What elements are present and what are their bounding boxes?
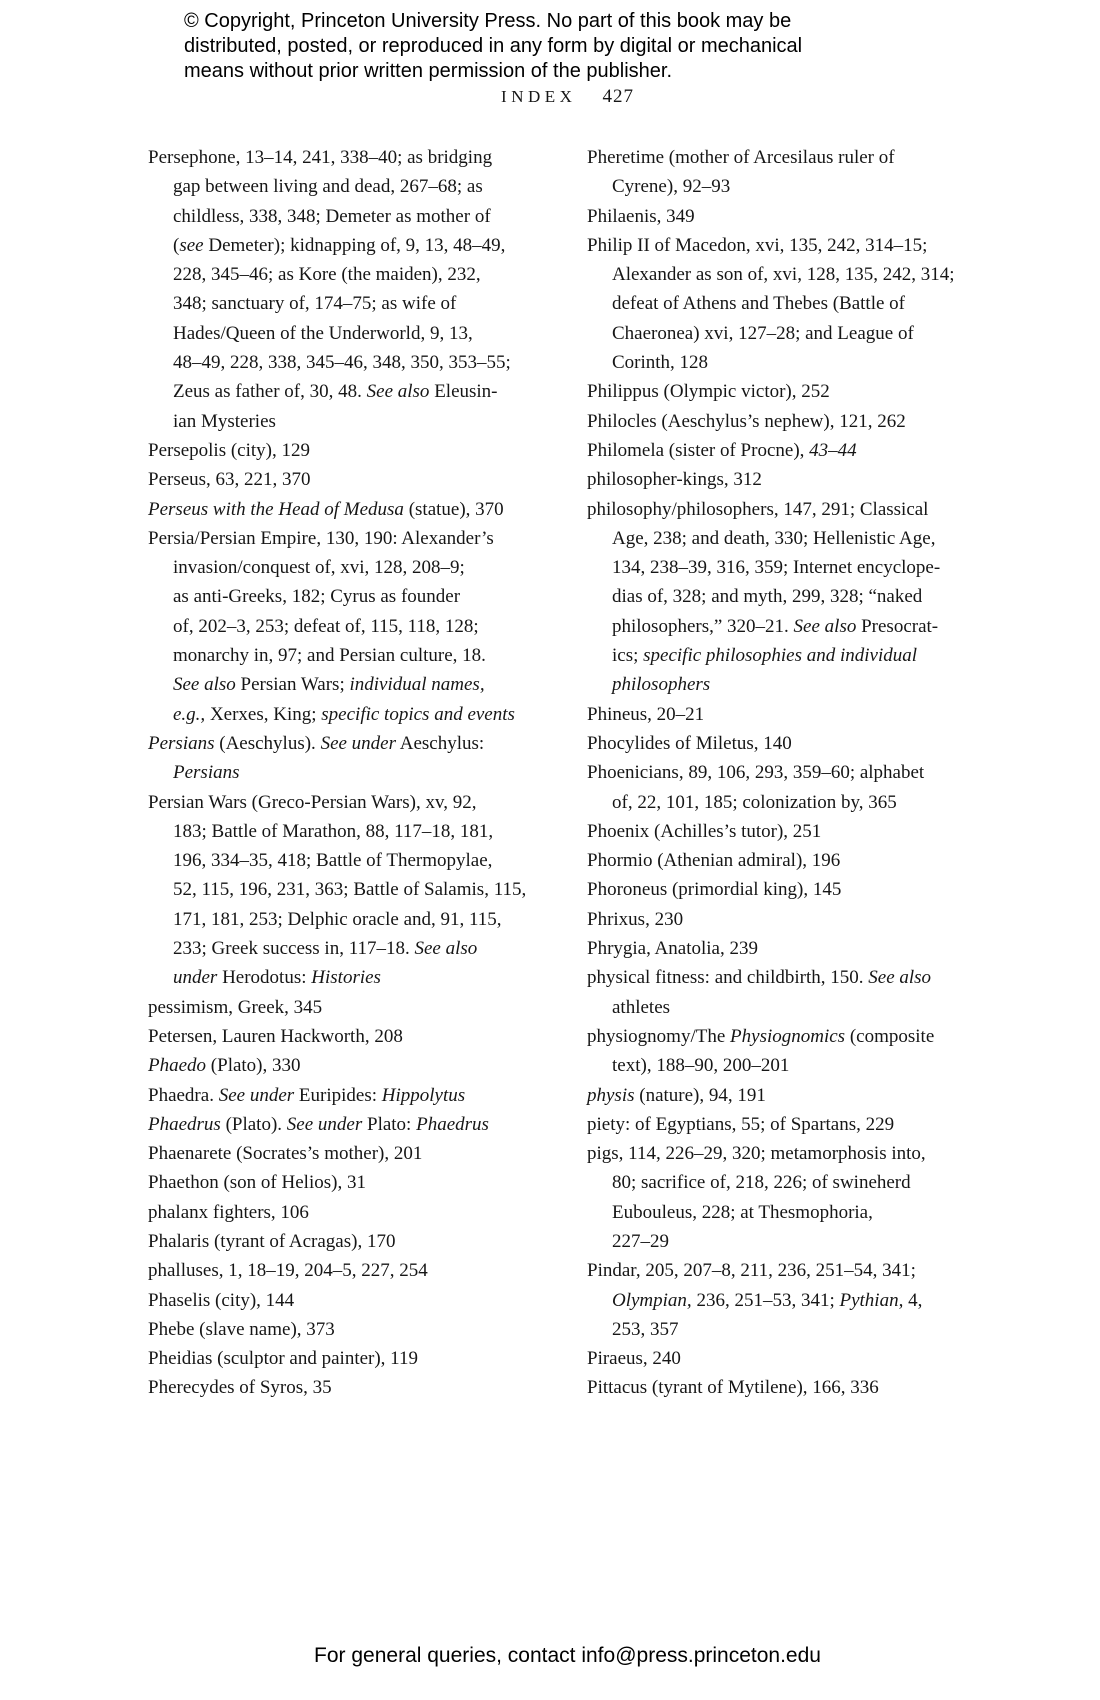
index-entry: [587, 1344, 987, 1373]
index-line: Perseus with the Head of Medusa (statue), 370: [148, 498, 504, 520]
copyright-line: means without prior written permission of the publisher.: [184, 60, 673, 82]
index-entry: [148, 465, 548, 494]
index-entry: [148, 1168, 548, 1197]
index-line: Persians (Aeschylus). See under Aeschylus:: [148, 732, 485, 754]
index-entry: [148, 1110, 548, 1139]
index-line: 196, 334–35, 418; Battle of Thermopylae,: [173, 850, 493, 872]
index-line: Piraeus, 240: [587, 1348, 681, 1370]
index-line: pessimism, Greek, 345: [148, 996, 323, 1018]
index-line: athletes: [612, 996, 671, 1018]
index-entry: [587, 905, 987, 934]
index-line: physis (nature), 94, 191: [587, 1084, 766, 1106]
index-entry: [587, 231, 987, 377]
index-entry: [587, 1256, 987, 1344]
index-line: pigs, 114, 226–29, 320; metamorphosis into,: [587, 1143, 926, 1165]
index-line: of, 202–3, 253; defeat of, 115, 118, 128;: [173, 615, 479, 637]
index-line: Phormio (Athenian admiral), 196: [587, 850, 841, 872]
index-line: of, 22, 101, 185; colonization by, 365: [612, 791, 897, 813]
index-line: childless, 338, 348; Demeter as mother of: [173, 205, 491, 227]
index-line: monarchy in, 97; and Persian culture, 18.: [173, 645, 486, 667]
index-entry: [587, 465, 987, 494]
index-line: Pherecydes of Syros, 35: [148, 1377, 332, 1399]
index-entry: [148, 1081, 548, 1110]
index-line: phalanx fighters, 106: [148, 1201, 309, 1223]
index-line: Persians: [173, 762, 240, 784]
index-entry: [148, 1373, 548, 1402]
index-line: Persepolis (city), 129: [148, 439, 311, 461]
index-line: 348; sanctuary of, 174–75; as wife of: [173, 293, 457, 315]
index-line: Perseus, 63, 221, 370: [148, 469, 311, 491]
index-line: Phoenix (Achilles’s tutor), 251: [587, 820, 822, 842]
index-line: Phrixus, 230: [587, 908, 684, 930]
index-entry: [148, 143, 548, 436]
index-line: 80; sacrifice of, 218, 226; of swineherd: [612, 1172, 911, 1194]
index-line: 183; Battle of Marathon, 88, 117–18, 181,: [173, 820, 494, 842]
index-line: Pheidias (sculptor and painter), 119: [148, 1348, 418, 1370]
index-entry: [587, 963, 987, 1022]
index-line: invasion/conquest of, xvi, 128, 208–9;: [173, 557, 465, 579]
index-line: Cyrene), 92–93: [612, 176, 731, 198]
index-line: Olympian, 236, 251–53, 341; Pythian, 4,: [612, 1289, 923, 1311]
index-columns: [148, 143, 987, 1403]
index-entry: [587, 934, 987, 963]
index-line: philosopher-kings, 312: [587, 469, 762, 491]
index-entry: [148, 1139, 548, 1168]
index-line: gap between living and dead, 267–68; as: [173, 176, 483, 198]
index-line: defeat of Athens and Thebes (Battle of: [612, 293, 905, 315]
index-line: 52, 115, 196, 231, 363; Battle of Salamis, 115,: [173, 879, 527, 901]
index-entry: [587, 846, 987, 875]
index-line: Corinth, 128: [612, 352, 709, 374]
index-entry: [587, 495, 987, 700]
index-entry: [148, 1051, 548, 1080]
index-line: Petersen, Lauren Hackworth, 208: [148, 1025, 403, 1047]
index-line: Pittacus (tyrant of Mytilene), 166, 336: [587, 1377, 879, 1399]
index-line: phalluses, 1, 18–19, 204–5, 227, 254: [148, 1260, 428, 1282]
index-line: ian Mysteries: [173, 410, 276, 432]
index-entry: [587, 377, 987, 406]
index-entry: [148, 1198, 548, 1227]
index-line: Hades/Queen of the Underworld, 9, 13,: [173, 322, 473, 344]
index-line: Phoenicians, 89, 106, 293, 359–60; alphabet: [587, 762, 925, 784]
index-entry: [148, 1022, 548, 1051]
index-line: 227–29: [612, 1230, 669, 1252]
index-line: physical fitness: and childbirth, 150. See also: [587, 967, 932, 989]
index-line: Phaethon (son of Helios), 31: [148, 1172, 366, 1194]
index-line: Phaenarete (Socrates’s mother), 201: [148, 1143, 423, 1165]
index-entry: [148, 1315, 548, 1344]
index-entry: [587, 202, 987, 231]
index-entry: [587, 817, 987, 846]
index-line: Phineus, 20–21: [587, 703, 705, 725]
index-entry: [587, 407, 987, 436]
index-line: 48–49, 228, 338, 345–46, 348, 350, 353–55;: [173, 352, 511, 374]
index-line: Phoroneus (primordial king), 145: [587, 879, 842, 901]
index-entry: [587, 1139, 987, 1256]
index-line: philosophers: [612, 674, 711, 696]
page-header: [148, 86, 987, 108]
index-entry: [587, 875, 987, 904]
index-entry: [587, 1110, 987, 1139]
index-line: Philip II of Macedon, xvi, 135, 242, 314–15;: [587, 234, 928, 256]
index-entry: [587, 436, 987, 465]
index-line: as anti-Greeks, 182; Cyrus as founder: [173, 586, 461, 608]
index-entry: [587, 143, 987, 202]
index-entry: [587, 729, 987, 758]
index-entry: [148, 1256, 548, 1285]
index-line: under Herodotus: Histories: [173, 967, 381, 989]
index-line: Chaeronea) xvi, 127–28; and League of: [612, 322, 914, 344]
index-line: Age, 238; and death, 330; Hellenistic Age,: [612, 527, 936, 549]
index-entry: [148, 524, 548, 729]
index-line: Eubouleus, 228; at Thesmophoria,: [612, 1201, 873, 1223]
index-entry: [148, 495, 548, 524]
index-line: e.g., Xerxes, King; specific topics and events: [173, 703, 515, 725]
index-line: Persephone, 13–14, 241, 338–40; as bridging: [148, 147, 493, 168]
index-line: 253, 357: [612, 1318, 679, 1340]
index-line: philosophers,” 320–21. See also Presocrat-: [612, 615, 939, 637]
copyright-line: © Copyright, Princeton University Press. No part of this book may be: [184, 10, 792, 32]
index-line: Persia/Persian Empire, 130, 190: Alexander’s: [148, 527, 494, 549]
index-line: Alexander as son of, xvi, 128, 135, 242, 314;: [612, 264, 955, 286]
index-entry: [587, 758, 987, 817]
index-entry: [587, 700, 987, 729]
index-line: Phalaris (tyrant of Acragas), 170: [148, 1230, 396, 1252]
copyright-line: distributed, posted, or reproduced in any form by digital or mechanical: [184, 35, 803, 57]
index-line: 228, 345–46; as Kore (the maiden), 232,: [173, 264, 481, 286]
index-column-right: [587, 143, 987, 1403]
index-entry: [587, 1373, 987, 1402]
index-entry: [587, 1022, 987, 1081]
index-line: Pheretime (mother of Arcesilaus ruler of: [587, 147, 895, 168]
index-line: 134, 238–39, 316, 359; Internet encyclope-: [612, 557, 941, 579]
index-line: Pindar, 205, 207–8, 211, 236, 251–54, 341;: [587, 1260, 916, 1282]
index-entry: [148, 1344, 548, 1373]
index-title: INDEX: [501, 87, 577, 106]
index-line: Philaenis, 349: [587, 205, 695, 227]
index-entry: [148, 1286, 548, 1315]
index-line: ics; specific philosophies and individual: [612, 645, 918, 667]
index-line: 171, 181, 253; Delphic oracle and, 91, 115,: [173, 908, 502, 930]
index-line: Philocles (Aeschylus’s nephew), 121, 262: [587, 410, 906, 432]
index-entry: [148, 1227, 548, 1256]
index-line: physiognomy/The Physiognomics (composite: [587, 1025, 935, 1047]
index-line: (see Demeter); kidnapping of, 9, 13, 48–49,: [173, 234, 506, 256]
index-line: text), 188–90, 200–201: [612, 1055, 790, 1077]
index-line: piety: of Egyptians, 55; of Spartans, 229: [587, 1113, 895, 1135]
page-number: 427: [602, 86, 634, 107]
index-entry: [587, 1081, 987, 1110]
index-entry: [148, 993, 548, 1022]
index-line: See also Persian Wars; individual names,: [173, 674, 485, 696]
index-line: Zeus as father of, 30, 48. See also Eleusin-: [173, 381, 498, 403]
index-line: Phebe (slave name), 373: [148, 1318, 335, 1340]
index-column-left: [148, 143, 548, 1403]
index-line: Phaselis (city), 144: [148, 1289, 295, 1311]
index-entry: [148, 729, 548, 788]
copyright-notice: [184, 9, 802, 84]
index-line: Phocylides of Miletus, 140: [587, 732, 792, 754]
index-line: Phaedo (Plato), 330: [148, 1055, 301, 1077]
index-entry: [148, 788, 548, 993]
index-line: Persian Wars (Greco-Persian Wars), xv, 92,: [148, 791, 477, 813]
index-line: Philippus (Olympic victor), 252: [587, 381, 830, 403]
index-line: philosophy/philosophers, 147, 291; Classical: [587, 498, 929, 520]
index-line: Phrygia, Anatolia, 239: [587, 938, 758, 960]
index-line: Philomela (sister of Procne), 43–44: [587, 439, 857, 461]
index-line: dias of, 328; and myth, 299, 328; “naked: [612, 586, 923, 608]
index-line: Phaedrus (Plato). See under Plato: Phaedrus: [148, 1113, 489, 1135]
index-line: 233; Greek success in, 117–18. See also: [173, 938, 478, 960]
footer-contact: For general queries, contact info@press.princeton.edu: [314, 1644, 821, 1667]
index-entry: [148, 436, 548, 465]
index-line: Phaedra. See under Euripides: Hippolytus: [148, 1084, 466, 1106]
